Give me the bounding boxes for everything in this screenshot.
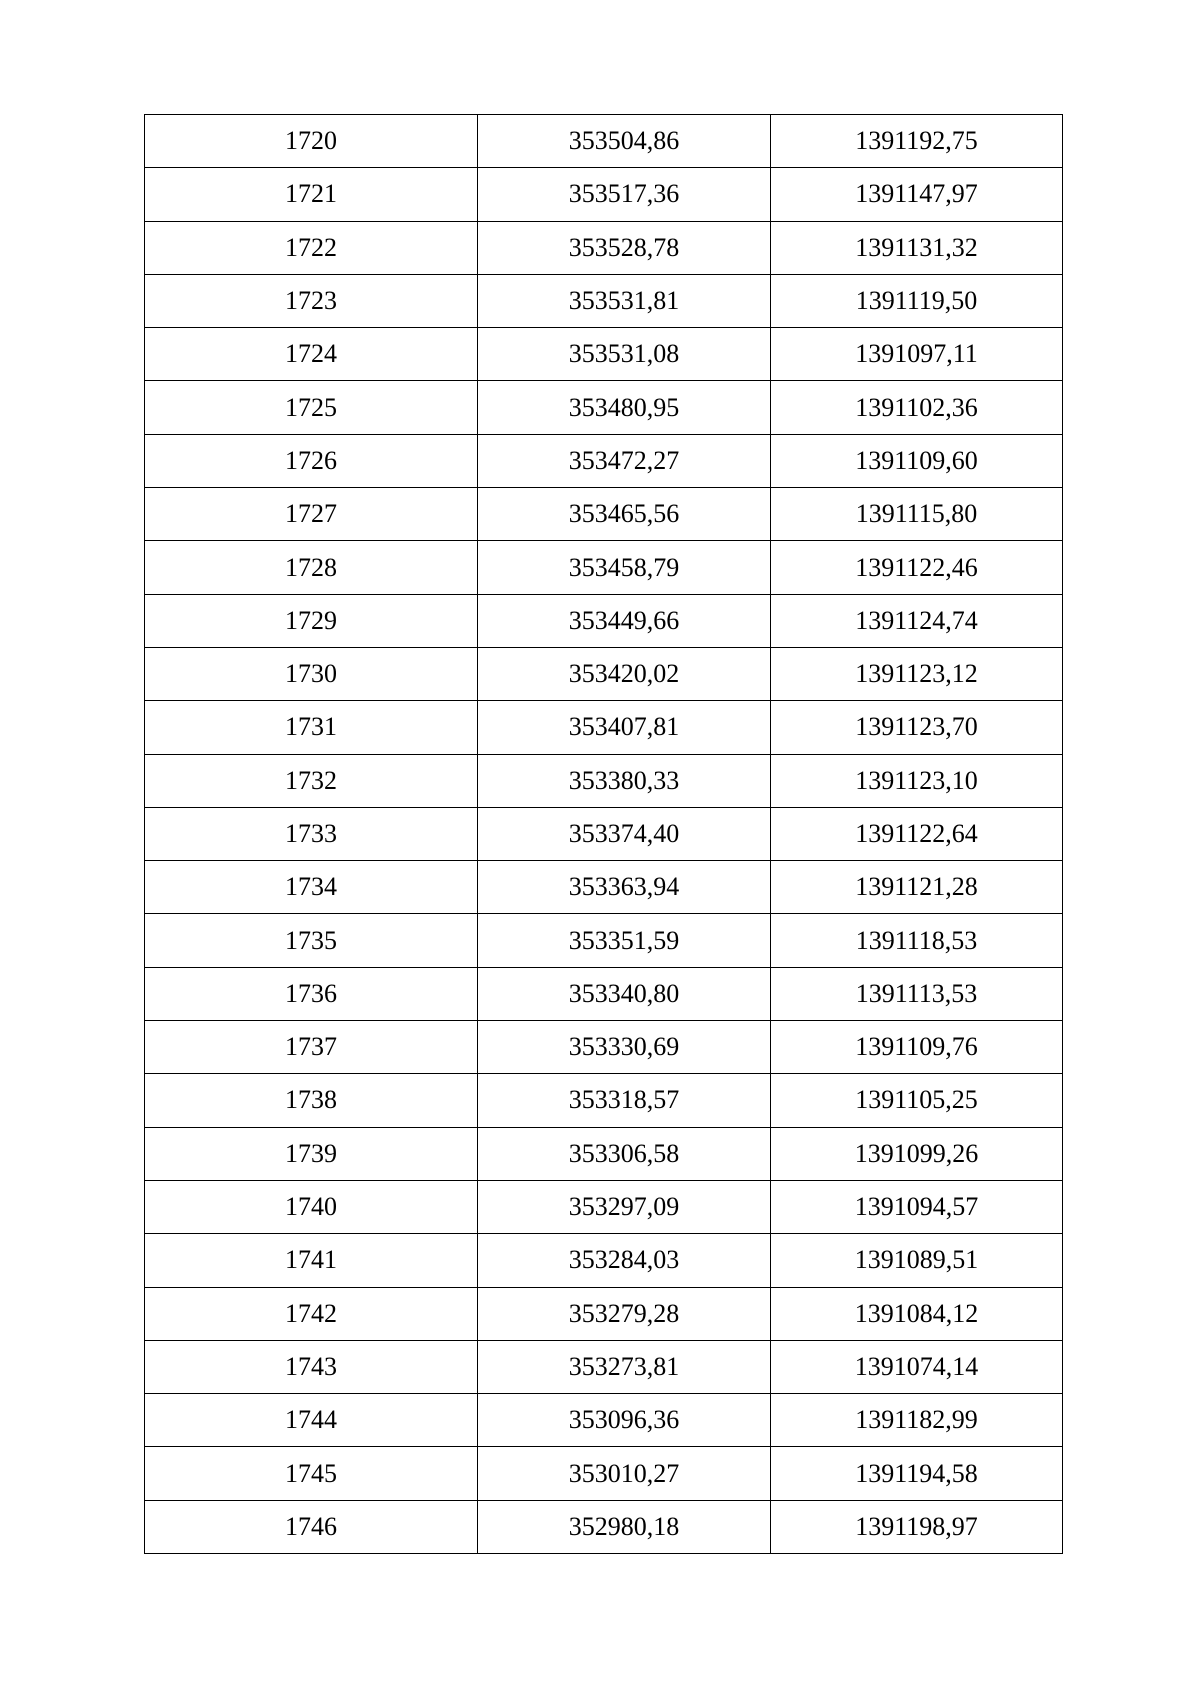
- point-number-cell: 1724: [145, 328, 478, 381]
- coordinates-table: [144, 114, 1063, 1554]
- y-coordinate-cell: 1391109,60: [771, 434, 1063, 487]
- y-coordinate-cell: 1391121,28: [771, 861, 1063, 914]
- table-row: [145, 967, 1063, 1020]
- point-number-cell: 1731: [145, 701, 478, 754]
- table-row: [145, 1234, 1063, 1287]
- point-number-cell: 1738: [145, 1074, 478, 1127]
- y-coordinate-cell: 1391123,70: [771, 701, 1063, 754]
- y-coordinate-cell: 1391119,50: [771, 274, 1063, 327]
- table-row: [145, 1021, 1063, 1074]
- y-coordinate-cell: 1391074,14: [771, 1340, 1063, 1393]
- y-coordinate-cell: 1391123,10: [771, 754, 1063, 807]
- point-number-cell: 1736: [145, 967, 478, 1020]
- x-coordinate-cell: 353407,81: [478, 701, 771, 754]
- point-number-cell: 1741: [145, 1234, 478, 1287]
- table-row: [145, 168, 1063, 221]
- table-row: [145, 541, 1063, 594]
- y-coordinate-cell: 1391147,97: [771, 168, 1063, 221]
- x-coordinate-cell: 353096,36: [478, 1394, 771, 1447]
- y-coordinate-cell: 1391109,76: [771, 1021, 1063, 1074]
- point-number-cell: 1740: [145, 1180, 478, 1233]
- table-row: [145, 914, 1063, 967]
- table-row: [145, 488, 1063, 541]
- x-coordinate-cell: 353449,66: [478, 594, 771, 647]
- table-row: [145, 1074, 1063, 1127]
- table-row: [145, 1447, 1063, 1500]
- x-coordinate-cell: 353420,02: [478, 647, 771, 700]
- y-coordinate-cell: 1391194,58: [771, 1447, 1063, 1500]
- table-row: [145, 274, 1063, 327]
- y-coordinate-cell: 1391115,80: [771, 488, 1063, 541]
- point-number-cell: 1745: [145, 1447, 478, 1500]
- x-coordinate-cell: 353531,81: [478, 274, 771, 327]
- point-number-cell: 1732: [145, 754, 478, 807]
- table-row: [145, 594, 1063, 647]
- x-coordinate-cell: 353010,27: [478, 1447, 771, 1500]
- point-number-cell: 1737: [145, 1021, 478, 1074]
- table-row: [145, 328, 1063, 381]
- x-coordinate-cell: 352980,18: [478, 1500, 771, 1553]
- table-row: [145, 1180, 1063, 1233]
- y-coordinate-cell: 1391131,32: [771, 221, 1063, 274]
- y-coordinate-cell: 1391105,25: [771, 1074, 1063, 1127]
- x-coordinate-cell: 353351,59: [478, 914, 771, 967]
- table-row: [145, 754, 1063, 807]
- table-row: [145, 1340, 1063, 1393]
- table-row: [145, 1127, 1063, 1180]
- y-coordinate-cell: 1391123,12: [771, 647, 1063, 700]
- x-coordinate-cell: 353279,28: [478, 1287, 771, 1340]
- point-number-cell: 1734: [145, 861, 478, 914]
- y-coordinate-cell: 1391113,53: [771, 967, 1063, 1020]
- x-coordinate-cell: 353374,40: [478, 807, 771, 860]
- coordinates-table-body: [145, 115, 1063, 1554]
- x-coordinate-cell: 353330,69: [478, 1021, 771, 1074]
- y-coordinate-cell: 1391084,12: [771, 1287, 1063, 1340]
- x-coordinate-cell: 353517,36: [478, 168, 771, 221]
- y-coordinate-cell: 1391192,75: [771, 115, 1063, 168]
- y-coordinate-cell: 1391124,74: [771, 594, 1063, 647]
- point-number-cell: 1733: [145, 807, 478, 860]
- table-row: [145, 434, 1063, 487]
- y-coordinate-cell: 1391102,36: [771, 381, 1063, 434]
- table-row: [145, 701, 1063, 754]
- point-number-cell: 1744: [145, 1394, 478, 1447]
- y-coordinate-cell: 1391198,97: [771, 1500, 1063, 1553]
- table-row: [145, 807, 1063, 860]
- x-coordinate-cell: 353297,09: [478, 1180, 771, 1233]
- y-coordinate-cell: 1391089,51: [771, 1234, 1063, 1287]
- y-coordinate-cell: 1391094,57: [771, 1180, 1063, 1233]
- table-row: [145, 381, 1063, 434]
- point-number-cell: 1728: [145, 541, 478, 594]
- table-row: [145, 1287, 1063, 1340]
- table-row: [145, 1500, 1063, 1553]
- point-number-cell: 1722: [145, 221, 478, 274]
- point-number-cell: 1723: [145, 274, 478, 327]
- point-number-cell: 1735: [145, 914, 478, 967]
- x-coordinate-cell: 353306,58: [478, 1127, 771, 1180]
- point-number-cell: 1746: [145, 1500, 478, 1553]
- point-number-cell: 1727: [145, 488, 478, 541]
- point-number-cell: 1726: [145, 434, 478, 487]
- y-coordinate-cell: 1391097,11: [771, 328, 1063, 381]
- x-coordinate-cell: 353284,03: [478, 1234, 771, 1287]
- y-coordinate-cell: 1391122,64: [771, 807, 1063, 860]
- x-coordinate-cell: 353465,56: [478, 488, 771, 541]
- table-row: [145, 1394, 1063, 1447]
- point-number-cell: 1739: [145, 1127, 478, 1180]
- x-coordinate-cell: 353504,86: [478, 115, 771, 168]
- table-row: [145, 861, 1063, 914]
- x-coordinate-cell: 353340,80: [478, 967, 771, 1020]
- x-coordinate-cell: 353273,81: [478, 1340, 771, 1393]
- y-coordinate-cell: 1391122,46: [771, 541, 1063, 594]
- x-coordinate-cell: 353480,95: [478, 381, 771, 434]
- point-number-cell: 1742: [145, 1287, 478, 1340]
- point-number-cell: 1743: [145, 1340, 478, 1393]
- y-coordinate-cell: 1391182,99: [771, 1394, 1063, 1447]
- x-coordinate-cell: 353458,79: [478, 541, 771, 594]
- y-coordinate-cell: 1391099,26: [771, 1127, 1063, 1180]
- point-number-cell: 1720: [145, 115, 478, 168]
- point-number-cell: 1721: [145, 168, 478, 221]
- point-number-cell: 1725: [145, 381, 478, 434]
- x-coordinate-cell: 353528,78: [478, 221, 771, 274]
- point-number-cell: 1729: [145, 594, 478, 647]
- x-coordinate-cell: 353363,94: [478, 861, 771, 914]
- table-row: [145, 115, 1063, 168]
- x-coordinate-cell: 353531,08: [478, 328, 771, 381]
- x-coordinate-cell: 353380,33: [478, 754, 771, 807]
- x-coordinate-cell: 353472,27: [478, 434, 771, 487]
- point-number-cell: 1730: [145, 647, 478, 700]
- y-coordinate-cell: 1391118,53: [771, 914, 1063, 967]
- table-row: [145, 221, 1063, 274]
- x-coordinate-cell: 353318,57: [478, 1074, 771, 1127]
- table-row: [145, 647, 1063, 700]
